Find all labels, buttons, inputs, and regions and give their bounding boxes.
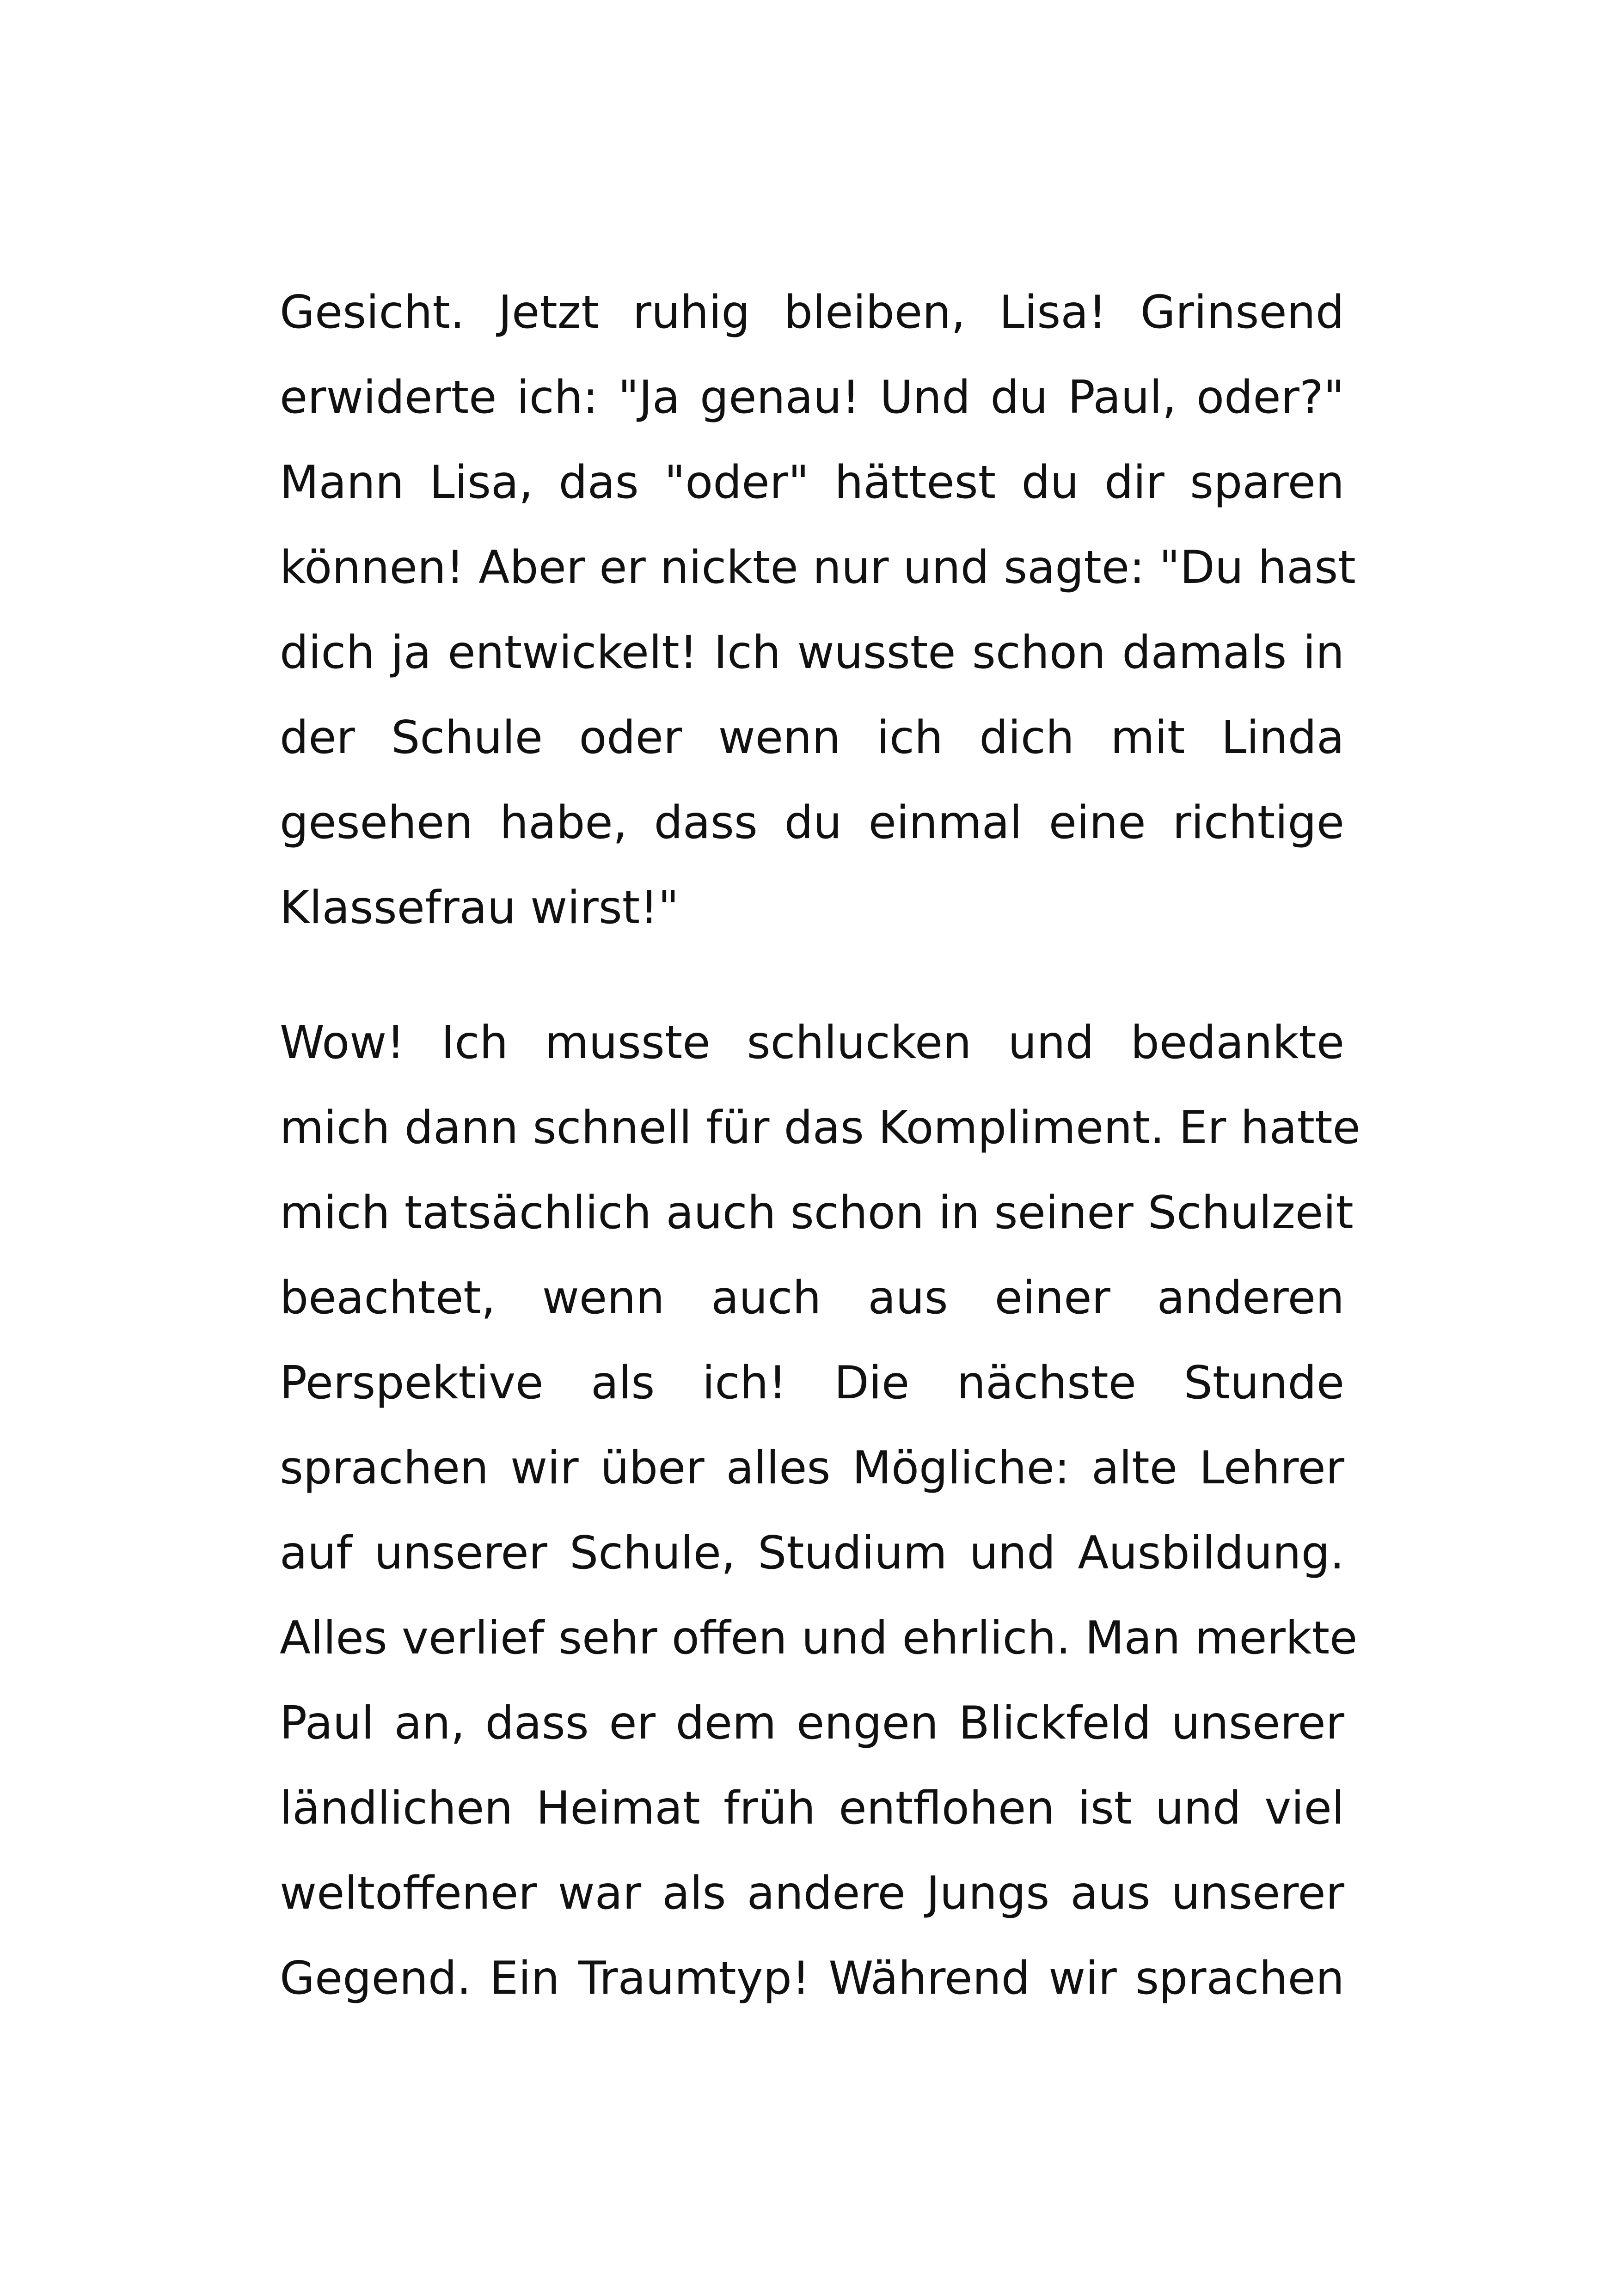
text-line: Gesicht. Jetzt ruhig bleiben, Lisa! Grinsend [280, 286, 1344, 339]
text-line: Mann Lisa, das "oder" hättest du dir sparen [280, 456, 1344, 509]
text-line: Alles verlief sehr offen und ehrlich. Man merkte [280, 1612, 1358, 1665]
text-line: dich ja entwickelt! Ich wusste schon damals in [280, 626, 1344, 679]
text-line: Paul an, dass er dem engen Blickfeld unserer [280, 1697, 1344, 1750]
text-line: Gegend. Ein Traumtyp! Während wir sprachen [280, 1952, 1344, 2005]
text-line: weltoffener war als andere Jungs aus unserer [280, 1867, 1344, 1920]
text-line: beachtet, wenn auch aus einer anderen [280, 1272, 1344, 1324]
text-line: sprachen wir über alles Mögliche: alte Lehrer [280, 1442, 1344, 1494]
text-line: erwiderte ich: "Ja genau! Und du Paul, oder?" [280, 371, 1344, 424]
text-line: Wow! Ich musste schlucken und bedankte [280, 1016, 1344, 1069]
paragraph-1 [280, 270, 1356, 950]
text-line: auf unserer Schule, Studium und Ausbildung. [280, 1527, 1344, 1580]
paragraph-2 [280, 1000, 1361, 2021]
text-line: Perspektive als ich! Die nächste Stunde [280, 1357, 1344, 1409]
text-line: mich dann schnell für das Kompliment. Er hatte [280, 1102, 1361, 1154]
text-line: mich tatsächlich auch schon in seiner Schulzeit [280, 1187, 1354, 1239]
text-line: Klassefrau wirst!" [280, 882, 679, 934]
text-line: der Schule oder wenn ich dich mit Linda [280, 711, 1344, 764]
text-line: gesehen habe, dass du einmal eine richtige [280, 796, 1344, 849]
text-line: können! Aber er nickte nur und sagte: "Du hast [280, 541, 1356, 594]
text-line: ländlichen Heimat früh entflohen ist und viel [280, 1782, 1344, 1835]
